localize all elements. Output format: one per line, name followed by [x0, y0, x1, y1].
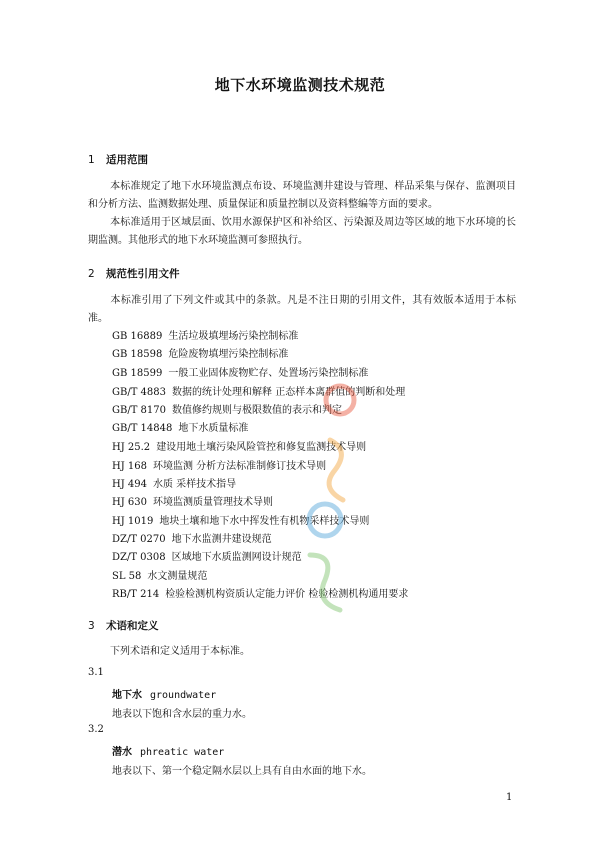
list-item: GB/T 14848 地下水质量标准 [112, 423, 249, 434]
term-english: groundwater [150, 690, 217, 701]
list-item: HJ 25.2 建设用地土壤污染风险管控和修复监测技术导则 [112, 442, 367, 453]
page-number: 1 [506, 792, 513, 803]
section-1-heading [88, 152, 148, 167]
section-number: 3 [88, 620, 95, 632]
list-item: DZ/T 0270 地下水监测井建设规范 [112, 534, 272, 545]
list-item: DZ/T 0308 区域地下水质监测网设计规范 [112, 552, 302, 563]
list-item: HJ 494 水质 采样技术指导 [112, 479, 237, 490]
section-title: 适用范围 [106, 154, 148, 166]
list-item: GB/T 8170 数值修约规则与极限数值的表示和判定 [112, 405, 343, 416]
document-title: 地下水环境监测技术规范 [214, 76, 386, 94]
term-definition: 地表以下饱和含水层的重力水。 [112, 709, 252, 720]
section-number: 1 [88, 154, 95, 166]
term-definition: 地表以下、第一个稳定隔水层以上具有自由水面的地下水。 [112, 766, 372, 777]
list-item: GB 18599 一般工业固体废物贮存、处置场污染控制标准 [112, 368, 369, 379]
section-3-heading [88, 618, 159, 633]
section-1-paragraph-2: 本标准适用于区域层面、饮用水源保护区和补给区、污染源及周边等区域的地下水环境的长期监测。其他形式的地下水环境监测可参照执行。 [88, 217, 516, 246]
section-2-heading [88, 266, 180, 281]
section-3-paragraph-1: 下列术语和定义适用于本标准。 [110, 646, 250, 657]
list-item: HJ 168 环境监测 分析方法标准制修订技术导则 [112, 461, 327, 472]
list-item: HJ 630 环境监测质量管理技术导则 [112, 497, 273, 508]
term-english: phreatic water [140, 747, 225, 758]
section-title: 规范性引用文件 [106, 268, 180, 280]
section-title: 术语和定义 [106, 620, 159, 632]
list-item: RB/T 214 检验检测机构资质认定能力评价 检验检测机构通用要求 [112, 589, 409, 600]
list-item: HJ 1019 地块土壤和地下水中挥发性有机物采样技术导则 [112, 516, 370, 527]
term-name: 潜水 phreatic water [112, 747, 225, 758]
section-2-paragraph-1: 本标准引用了下列文件或其中的条款。凡是不注日期的引用文件，其有效版本适用于本标准。 [88, 295, 516, 324]
list-item: GB/T 4883 数据的统计处理和解释 正态样本离群值的判断和处理 [112, 387, 406, 398]
list-item: GB 16889 生活垃圾填埋场污染控制标准 [112, 331, 299, 342]
list-item: SL 58 水文测量规范 [112, 571, 208, 582]
term-number: 3.2 [88, 724, 104, 735]
section-number: 2 [88, 268, 95, 280]
term-number: 3.1 [88, 667, 104, 678]
section-1-paragraph-1: 本标准规定了地下水环境监测点布设、环境监测井建设与管理、样品采集与保存、监测项目和分析方法、监测数据处理、质量保证和质量控制以及资料整编等方面的要求。 [88, 181, 516, 210]
term-name: 地下水 groundwater [112, 690, 217, 701]
list-item: GB 18598 危险废物填埋污染控制标准 [112, 349, 289, 360]
